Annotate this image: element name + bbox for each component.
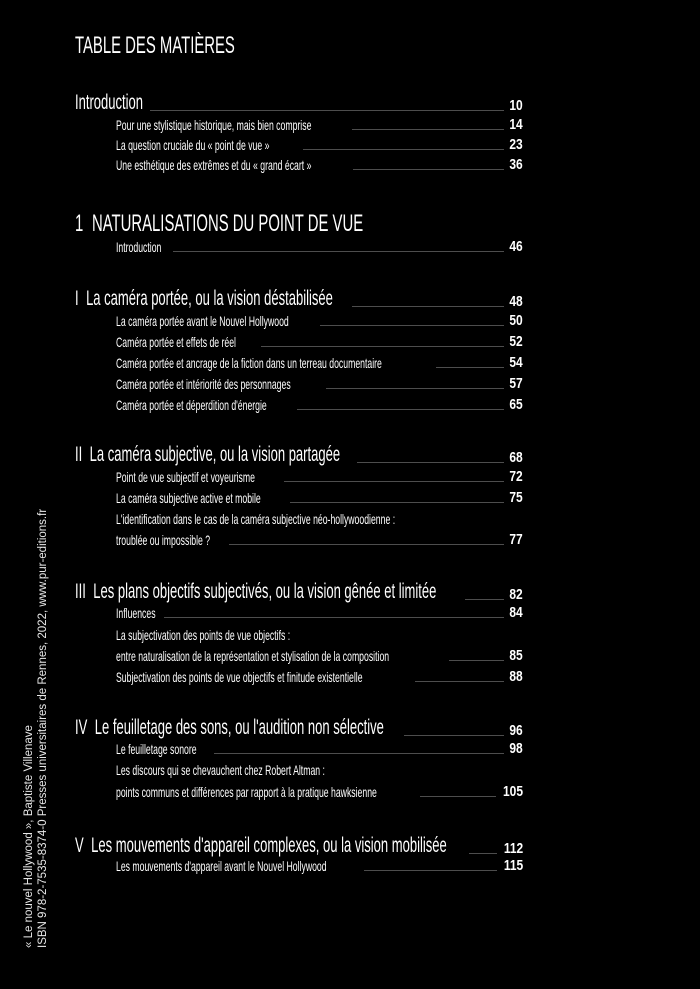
- entry-label: Point de vue subjectif et voyeurisme: [116, 469, 255, 485]
- entry-label: L'identification dans le cas de la caméra subjective néo-hollywoodienne :: [116, 511, 396, 527]
- dot-leader: [415, 681, 504, 682]
- page-number: 75: [509, 489, 523, 506]
- entry-label: Les plans objectifs subjectivés, ou la vision gênée et limitée: [93, 580, 437, 603]
- page-title: TABLE DES MATIÈRES: [75, 32, 235, 59]
- page-number: 23: [509, 136, 523, 153]
- roman-numeral: V: [75, 834, 84, 857]
- toc-entry-sub[interactable]: [116, 375, 523, 393]
- toc-entry-sub[interactable]: [116, 312, 523, 330]
- page-number: 52: [509, 333, 523, 350]
- page-number: 84: [509, 604, 523, 621]
- dot-leader: [436, 367, 504, 368]
- toc-entry-sub[interactable]: [116, 531, 523, 549]
- entry-label: Caméra portée et déperdition d'énergie: [116, 397, 267, 413]
- chapter-title: NATURALISATIONS DU POINT DE VUE: [91, 210, 364, 237]
- entry-label: Pour une stylistique historique, mais bien comprise: [116, 117, 312, 133]
- dot-leader: [284, 481, 504, 482]
- chapter-heading: [75, 211, 363, 237]
- toc-entry-sub[interactable]: [116, 468, 523, 486]
- page-number: 46: [509, 238, 523, 255]
- page-number: 50: [509, 312, 523, 329]
- roman-numeral: I: [75, 287, 79, 310]
- dot-leader: [320, 325, 504, 326]
- entry-label: entre naturalisation de la représentation et stylisation de la composition: [116, 648, 390, 664]
- entry-label: La caméra subjective, ou la vision partagée: [89, 443, 341, 466]
- dot-leader: [352, 306, 504, 307]
- dot-leader: [150, 110, 504, 111]
- dot-leader: [353, 169, 504, 170]
- page-number: 14: [509, 116, 523, 133]
- page-number: 98: [509, 740, 523, 757]
- page-number: 88: [509, 668, 523, 685]
- entry-label: points communs et différences par rapport à la pratique hawksienne: [116, 784, 377, 800]
- toc-entry-section-iii[interactable]: [75, 580, 523, 604]
- page-number: 57: [509, 375, 523, 392]
- entry-label: Les mouvements d'appareil avant le Nouvel Hollywood: [116, 858, 327, 874]
- dot-leader: [357, 462, 504, 463]
- dot-leader: [303, 149, 504, 150]
- entry-label: Le feuilletage des sons, ou l'audition non sélective: [94, 716, 384, 739]
- page-number: 48: [509, 293, 523, 310]
- toc-entry-sub[interactable]: [116, 857, 523, 875]
- page-number: 82: [509, 586, 523, 603]
- dot-leader: [364, 870, 497, 871]
- toc-entry-sub-line1: [116, 626, 397, 644]
- dot-leader: [261, 346, 504, 347]
- dot-leader: [404, 735, 504, 736]
- dot-leader: [326, 388, 504, 389]
- toc-entry-sub[interactable]: [116, 783, 523, 801]
- entry-label: troublée ou impossible ?: [116, 532, 211, 548]
- roman-numeral: IV: [75, 716, 88, 739]
- page-number: 10: [509, 97, 523, 114]
- side-credit-title-author: « Le nouvel Hollywood », Baptiste Villenave: [23, 725, 35, 948]
- entry-label: La caméra subjective active et mobile: [116, 490, 261, 506]
- page-number: 85: [509, 647, 523, 664]
- toc-entry-sub[interactable]: [116, 668, 523, 686]
- toc-entry-section-ii[interactable]: [75, 443, 523, 467]
- entry-label: Introduction: [116, 239, 162, 255]
- page-number: 36: [509, 156, 523, 173]
- toc-entry-sub-line1: [116, 510, 566, 528]
- dot-leader: [420, 796, 496, 797]
- dot-leader: [173, 251, 504, 252]
- page-number: 54: [509, 354, 523, 371]
- entry-label: Les mouvements d'appareil complexes, ou la vision mobilisée: [91, 834, 447, 857]
- entry-label: Subjectivation des points de vue objectifs et finitude existentielle: [116, 669, 363, 685]
- page-number: 112: [503, 840, 523, 857]
- toc-entry-section-i[interactable]: [75, 287, 523, 311]
- entry-label: La caméra portée avant le Nouvel Hollywood: [116, 313, 289, 329]
- toc-entry-sub[interactable]: [116, 156, 523, 174]
- toc-entry-introduction[interactable]: [75, 91, 523, 115]
- toc-entry-sub[interactable]: [116, 489, 523, 507]
- dot-leader: [290, 502, 504, 503]
- entry-label: Une esthétique des extrêmes et du « grand écart »: [116, 157, 312, 173]
- toc-entry-section-v[interactable]: [75, 834, 523, 858]
- entry-label: Caméra portée et effets de réel: [116, 334, 236, 350]
- entry-label: Introduction: [75, 91, 144, 114]
- dot-leader: [449, 660, 504, 661]
- toc-entry-sub[interactable]: [116, 740, 523, 758]
- toc-entry-sub[interactable]: [116, 116, 523, 134]
- page-number: 115: [503, 857, 523, 874]
- chapter-number: 1: [75, 210, 84, 237]
- dot-leader: [297, 409, 504, 410]
- dot-leader: [352, 129, 504, 130]
- page-number: 65: [509, 396, 523, 413]
- page-number: 77: [509, 531, 523, 548]
- side-credit-isbn-publisher: ISBN 978-2-7535-8374-0 Presses universitaires de Rennes, 2022, www.pur-editions.fr: [37, 508, 49, 948]
- toc-entry-sub[interactable]: [116, 396, 523, 414]
- roman-numeral: III: [75, 580, 86, 603]
- entry-label: La question cruciale du « point de vue »: [116, 137, 270, 153]
- entry-label: Le feuilletage sonore: [116, 741, 197, 757]
- entry-label: Les discours qui se chevauchent chez Robert Altman :: [116, 762, 325, 778]
- entry-label: La subjectivation des points de vue objectifs :: [116, 627, 291, 643]
- dot-leader: [214, 753, 504, 754]
- page-number: 105: [502, 783, 523, 800]
- dot-leader: [469, 853, 497, 854]
- toc-entry-sub[interactable]: [116, 354, 523, 372]
- toc-entry-sub[interactable]: [116, 136, 523, 154]
- page-number: 72: [509, 468, 523, 485]
- toc-entry-sub[interactable]: [116, 647, 523, 665]
- page-number: 68: [509, 449, 523, 466]
- dot-leader: [465, 599, 504, 600]
- entry-label: La caméra portée, ou la vision déstabilisée: [86, 287, 333, 310]
- roman-numeral: II: [75, 443, 83, 466]
- toc-entry-chapter-intro[interactable]: [116, 238, 523, 256]
- toc-entry-sub[interactable]: [116, 604, 523, 622]
- entry-label: Influences: [116, 605, 156, 621]
- entry-label: Caméra portée et intériorité des personnages: [116, 376, 291, 392]
- dot-leader: [164, 617, 504, 618]
- toc-entry-sub-line1: [116, 761, 453, 779]
- entry-label: Caméra portée et ancrage de la fiction dans un terreau documentaire: [116, 355, 382, 371]
- dot-leader: [229, 544, 504, 545]
- page-number: 96: [509, 722, 523, 739]
- toc-entry-section-iv[interactable]: [75, 716, 523, 740]
- toc-entry-sub[interactable]: [116, 333, 523, 351]
